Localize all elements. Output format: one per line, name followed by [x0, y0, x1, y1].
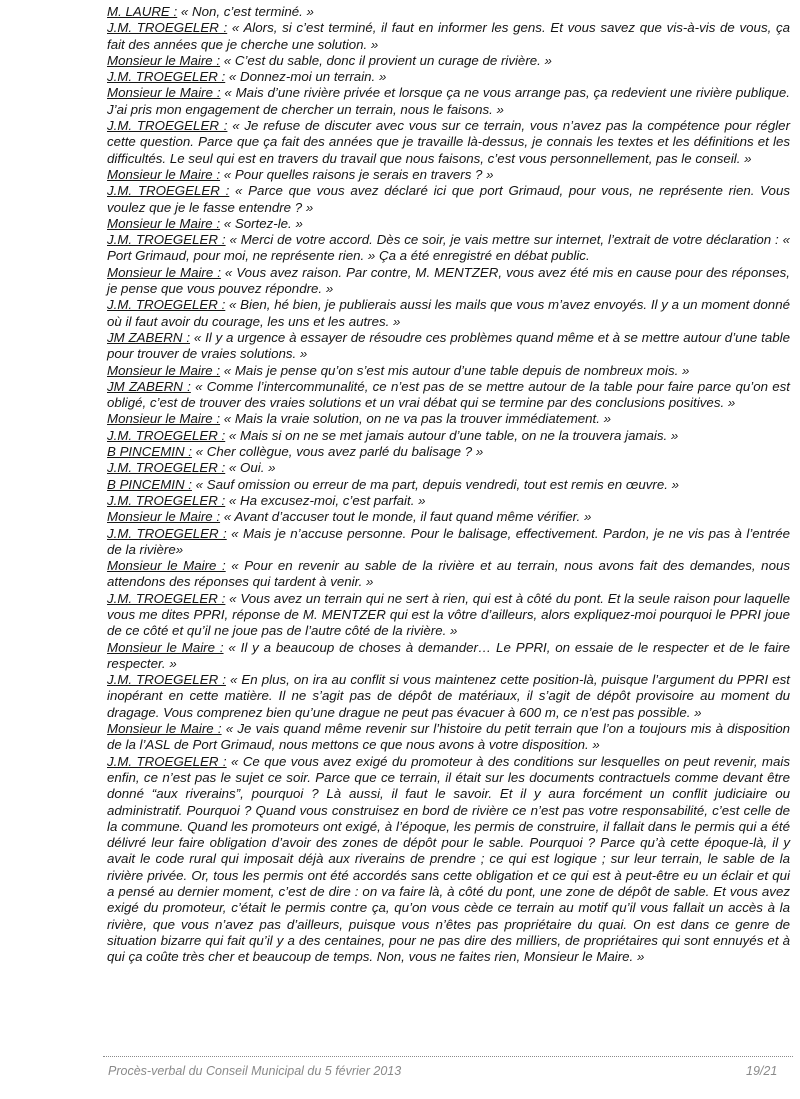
speaker-name: Monsieur le Maire : — [107, 362, 221, 378]
transcript-paragraph — [107, 20, 790, 53]
transcript-paragraph — [107, 4, 790, 20]
transcript-paragraph — [107, 53, 790, 69]
speaker-name: J.M. TROEGELER : — [107, 232, 226, 248]
transcript-paragraph — [107, 444, 790, 460]
page-number: 19/21 — [746, 1064, 778, 1078]
speaker-name: Monsieur le Maire : — [107, 639, 224, 655]
transcript-paragraph — [107, 363, 790, 379]
speech-text: « Pour en revenir au sable de la rivière et au terrain, nous avons fait des demandes, nous attendons des réponses qui tardent à venir. » — [107, 558, 791, 590]
transcript-paragraph — [107, 330, 790, 363]
speech-text: « Cher collègue, vous avez parlé du balisage ? » — [191, 444, 484, 460]
speaker-name: Monsieur le Maire : — [107, 411, 221, 427]
transcript-paragraph — [107, 216, 790, 232]
transcript-paragraph — [107, 379, 790, 412]
transcript-paragraph — [107, 477, 790, 493]
speaker-name: J.M. TROEGELER : — [107, 118, 228, 134]
speaker-name: Monsieur le Maire : — [107, 721, 222, 737]
speaker-name: J.M. TROEGELER : — [107, 753, 227, 769]
transcript-paragraph — [107, 721, 790, 754]
speaker-name: J.M. TROEGELER : — [107, 427, 226, 443]
transcript-paragraph — [107, 754, 790, 966]
speech-text: « Mais si on ne se met jamais autour d’une table, on ne la trouvera jamais. » — [225, 427, 679, 443]
speaker-name: J.M. TROEGELER : — [107, 297, 226, 313]
speech-text: « Sortez-le. » — [220, 215, 303, 231]
speech-text: « Vous avez raison. Par contre, M. MENTZER, vous avez été mis en cause pour des réponses, je pense que vous pouvez répondre. » — [107, 264, 791, 297]
speech-text: « En plus, on ira au conflit si vous maintenez cette position-là, puisque l’argument du PPRI est inopérant en cette matière. Il ne s’agit pas de dépôt de matériaux, il s’agit de dépôt provisoire au moment du dragage. Vous comprenez bien qu’une drague ne peut pas évacuer à 600 m, ce n’est pas possible. » — [107, 672, 790, 720]
speech-text: « Ce que vous avez exigé du promoteur à des conditions sur lesquelles on peut revenir, mais enfin, ce n’est pas le sujet ce soir. Parce que ce terrain, il était sur les documents contractuels comme devant être donné “aux riverains”, pourquoi ? Là aussi, il faut le savoir. Et il y aura forcément un conflit judiciaire ou administratif. Pourquoi ? Quand vous construisez en bord de rivière ce n’est pas votre responsabilité, c’est celle de la commune. Quand les promoteurs ont exigé, à l’époque, les permis de construire, il fallait dans le permis qui a été délivré leur faire obligation d’avoir des zones de dépôt pour le sable. Pourquoi ? Parce qu’à cette époque-là, il y avait le code rural qui imposait déjà aux riverains de prendre ; ce qui est logique ; sur leur terrain, le sable de la rivière privée. Or, tous les permis ont été accordés sans cette obligation et ce qui est à peut-être eu un éclair et qui a pensé au dernier moment, c’est de dire : on va faire là, à côté du pont, une zone de dépôt de sable. Et vous avez exigé du promoteur, c’était le permis contre ça, qu’on vous cède ce terrain au motif qu’il vous fallait un accès à la rivière, que vous n’avez pas d’ailleurs, puisque vous n’êtes pas propriétaire du quai. On est dans ce genre de situation bizarre qui fait qu’il y a des centaines, pour ne pas dire des milliers, de propriétaires qui sont ennuyés et à qui ça coûte très cher et beaucoup de temps. Non, vous ne faites rien, Monsieur le Maire. » — [107, 753, 790, 965]
speaker-name: J.M. TROEGELER : — [107, 492, 226, 508]
transcript-paragraph — [107, 167, 790, 183]
speech-text: « Sauf omission ou erreur de ma part, depuis vendredi, tout est remis en œuvre. » — [191, 476, 680, 492]
transcript-paragraph — [107, 265, 790, 298]
speaker-name: JM ZABERN : — [107, 329, 191, 345]
speech-text: « Ha excusez-moi, c’est parfait. » — [225, 492, 426, 508]
transcript-paragraph — [107, 493, 790, 509]
transcript-paragraph — [107, 509, 790, 525]
speaker-name: B PINCEMIN : — [107, 476, 192, 492]
speaker-name: JM ZABERN : — [107, 378, 191, 394]
speech-text: « C’est du sable, donc il provient un curage de rivière. » — [220, 52, 552, 68]
transcript-paragraph — [107, 558, 790, 591]
footer-title: Procès-verbal du Conseil Municipal du 5 février 2013 — [108, 1064, 402, 1078]
transcript-paragraph — [107, 428, 790, 444]
speaker-name: Monsieur le Maire : — [107, 85, 221, 101]
speaker-name: Monsieur le Maire : — [107, 52, 221, 68]
transcript-paragraph — [107, 526, 790, 559]
transcript-paragraph — [107, 411, 790, 427]
speaker-name: J.M. TROEGELER : — [107, 183, 230, 199]
speaker-name: Monsieur le Maire : — [107, 509, 221, 525]
transcript-paragraph — [107, 183, 790, 216]
transcript-paragraph — [107, 672, 790, 721]
transcript-paragraph — [107, 460, 790, 476]
speech-text: « Je refuse de discuter avec vous sur ce terrain, vous n’avez pas la compétence pour régler cette question. Parce que ça fait des années que je travaille là-dessus, je connais les textes et les définitions et les difficultés. Le seul qui est en travers du travail que nous faisons, c’est vous personnellement, pas le conseil. » — [107, 118, 790, 166]
speech-text: « Parce que vous avez déclaré ici que port Grimaud, pour vous, ne représente rien. Vous voulez que je le fasse entendre ? » — [107, 183, 791, 215]
speech-text: « Il y a urgence à essayer de résoudre ces problèmes quand même et à se mettre autour d’une table pour trouver de vraies solutions. » — [107, 329, 790, 362]
speaker-name: B PINCEMIN : — [107, 444, 192, 460]
transcript-paragraph — [107, 232, 790, 265]
speech-text: « Non, c’est terminé. » — [177, 4, 314, 19]
transcript-body — [107, 4, 790, 966]
transcript-paragraph — [107, 297, 790, 330]
speaker-name: J.M. TROEGELER : — [107, 460, 226, 476]
speech-text: « Merci de votre accord. Dès ce soir, je vais mettre sur internet, l’extrait de votre déclaration : « Port Grimaud, pour moi, ne représente rien. » Ça a été enregistré en débat public. — [107, 232, 790, 264]
speaker-name: Monsieur le Maire : — [107, 166, 221, 182]
speech-text: « Donnez-moi un terrain. » — [225, 69, 387, 85]
speech-text: « Mais je n’accuse personne. Pour le balisage, effectivement. Pardon, je ne vis pas à l’entrée de la rivière» — [107, 525, 790, 557]
speech-text: « Comme l’intercommunalité, ce n’est pas de se mettre autour de la table pour faire parce qu’on est obligé, c’est de trouver des vraies solutions et un vrai débat qui se termine par des conclusions positives. » — [107, 378, 790, 411]
transcript-paragraph — [107, 69, 790, 85]
speaker-name: J.M. TROEGELER : — [107, 672, 226, 688]
transcript-paragraph — [107, 85, 790, 118]
speaker-name: J.M. TROEGELER : — [107, 69, 226, 85]
speech-text: « Oui. » — [225, 460, 276, 476]
speaker-name: J.M. TROEGELER : — [107, 590, 226, 606]
speech-text: « Pour quelles raisons je serais en travers ? » — [220, 166, 494, 182]
speaker-name: M. LAURE : — [107, 4, 178, 19]
footer-divider — [103, 1056, 793, 1057]
speaker-name: Monsieur le Maire : — [107, 215, 221, 231]
speech-text: « Vous avez un terrain qui ne sert à rien, qui est à côté du pont. Et la seule raison pour laquelle vous me dites PPRI, réponse de M. MENTZER qui est la vôtre d’ailleurs, alors expliquez-moi pourquoi le PPRI joue de ce côté et qu’il ne joue pas de l’autre côté de la rivière. » — [107, 590, 790, 639]
speaker-name: J.M. TROEGELER : — [107, 525, 227, 541]
speech-text: « Avant d’accuser tout le monde, il faut quand même vérifier. » — [220, 509, 592, 525]
speech-text: « Mais la vraie solution, on ne va pas la trouver immédiatement. » — [220, 411, 612, 427]
speech-text: « Alors, si c’est terminé, il faut en informer les gens. Et vous savez que vis-à-vis de vous, ça fait des années que je cherche une solution. » — [107, 20, 790, 52]
speech-text: « Il y a beaucoup de choses à demander… Le PPRI, on essaie de le respecter et de le faire respecter. » — [107, 639, 790, 671]
speech-text: « Bien, hé bien, je publierais aussi les mails que vous m’avez envoyés. Il y a un moment donné où il faut avoir du courage, les uns et les autres. » — [107, 297, 790, 329]
speech-text: « Mais je pense qu’on s’est mis autour d’une table depuis de nombreux mois. » — [220, 362, 690, 378]
speech-text: « Mais d’une rivière privée et lorsque ça ne vous arrange pas, ça redevient une rivière publique. J’ai pris mon engagement de chercher un terrain, nous le faisons. » — [107, 85, 790, 117]
speaker-name: Monsieur le Maire : — [107, 558, 226, 574]
transcript-paragraph — [107, 118, 790, 167]
transcript-paragraph — [107, 640, 790, 673]
speaker-name: J.M. TROEGELER : — [107, 20, 228, 36]
speaker-name: Monsieur le Maire : — [107, 264, 221, 280]
transcript-paragraph — [107, 591, 790, 640]
speech-text: « Je vais quand même revenir sur l’histoire du petit terrain que l’on a toujours mis à disposition de la l’ASL de Port Grimaud, nous mettons ce que nous avons à votre disposition. » — [107, 721, 790, 753]
